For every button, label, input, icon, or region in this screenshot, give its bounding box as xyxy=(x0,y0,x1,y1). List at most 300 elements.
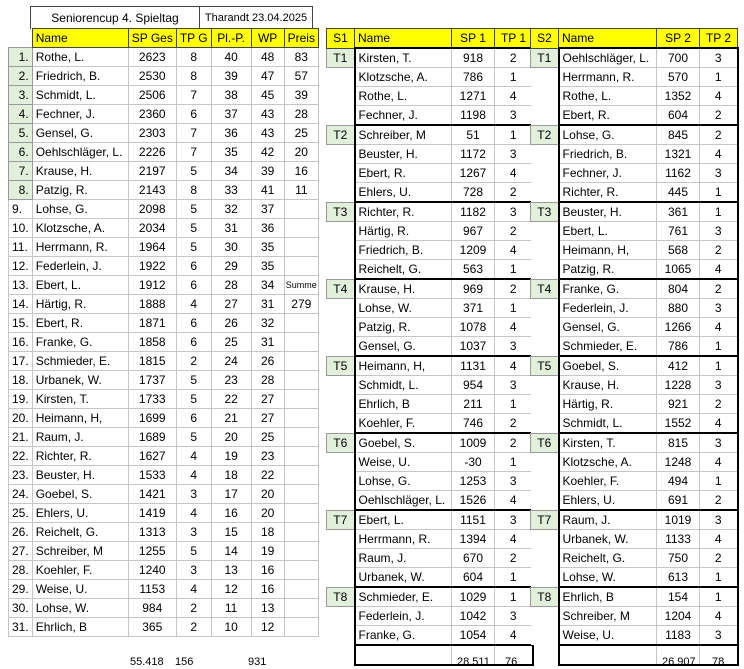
header-sp-ges: SP Ges xyxy=(128,29,176,48)
prize-cell xyxy=(284,390,318,409)
table-number-cell: T1 xyxy=(531,48,559,68)
name-cell: Kirsten, T. xyxy=(559,433,657,453)
table-number-cell xyxy=(531,87,559,106)
s2-row xyxy=(531,376,738,395)
tp-cell: 3 xyxy=(700,376,738,395)
tp-cell: 2 xyxy=(495,414,533,434)
tp-cell: 2 xyxy=(700,491,738,511)
sp-cell: 1871 xyxy=(128,314,176,333)
tp-cell: 1 xyxy=(495,395,533,414)
prize-cell: 39 xyxy=(284,86,318,105)
tp-cell: 2 xyxy=(176,618,211,637)
s2-row xyxy=(531,260,738,280)
table-number-cell xyxy=(327,414,355,434)
standings-row xyxy=(9,428,319,447)
table-number-cell: T3 xyxy=(531,202,559,222)
sp-cell: 1266 xyxy=(657,318,700,337)
sp-cell: 2623 xyxy=(128,48,176,67)
name-cell: Rothe, L. xyxy=(355,87,452,106)
standings-row xyxy=(9,409,319,428)
s2-row xyxy=(531,414,738,434)
sp-cell: 1198 xyxy=(452,106,495,126)
s2-row xyxy=(531,356,738,376)
table-number-cell xyxy=(531,106,559,126)
sp-cell: 2098 xyxy=(128,200,176,219)
sp-cell: 2360 xyxy=(128,105,176,124)
rank-cell: 27. xyxy=(9,542,33,561)
standings-row xyxy=(9,86,319,105)
prize-cell xyxy=(284,238,318,257)
rank-cell: 31. xyxy=(9,618,33,637)
sp-cell: 1526 xyxy=(452,491,495,511)
s1-row xyxy=(327,356,533,376)
name-cell: Franke, G. xyxy=(32,333,128,352)
name-cell: Oehlschläger, L. xyxy=(355,491,452,511)
tp-cell: 6 xyxy=(176,105,211,124)
name-cell: Friedrich, B. xyxy=(32,67,128,86)
s2-header-name: Name xyxy=(559,29,657,49)
tp-cell: 1 xyxy=(495,587,533,607)
sp-cell: 570 xyxy=(657,68,700,87)
wp-cell: 36 xyxy=(251,219,284,238)
sp-cell: 845 xyxy=(657,125,700,145)
s1-row xyxy=(327,299,533,318)
spacer-cell xyxy=(327,645,355,665)
tp-cell: 4 xyxy=(700,607,738,626)
standings-row xyxy=(9,314,319,333)
standings-row xyxy=(9,67,319,86)
tp-cell: 5 xyxy=(176,542,211,561)
prize-cell xyxy=(284,428,318,447)
tp-cell: 4 xyxy=(700,87,738,106)
tp-cell: 3 xyxy=(495,376,533,395)
tp-cell: 2 xyxy=(495,48,533,68)
table-number-cell xyxy=(327,376,355,395)
table-number-cell xyxy=(531,472,559,491)
wp-cell: 43 xyxy=(251,124,284,143)
pl-cell: 19 xyxy=(211,447,251,466)
table-number-cell xyxy=(531,395,559,414)
table-number-cell xyxy=(327,222,355,241)
prize-cell xyxy=(284,580,318,599)
table-number-cell: T7 xyxy=(531,510,559,530)
table-number-cell: T8 xyxy=(327,587,355,607)
wp-cell: 35 xyxy=(251,257,284,276)
wp-cell: 31 xyxy=(251,295,284,314)
name-cell: Heimann, H, xyxy=(355,356,452,376)
s1-row xyxy=(327,607,533,626)
table-number-cell xyxy=(327,241,355,260)
tp-cell: 3 xyxy=(700,299,738,318)
name-cell: Goebel, S. xyxy=(32,485,128,504)
header-preis: Preis xyxy=(284,29,318,48)
wp-cell: 27 xyxy=(251,409,284,428)
name-cell: Schmieder, E. xyxy=(355,587,452,607)
tp-cell: 2 xyxy=(176,352,211,371)
name-cell: Schreiber, M xyxy=(355,125,452,145)
table-number-cell xyxy=(327,68,355,87)
wp-cell: 20 xyxy=(251,504,284,523)
sp-cell: 1162 xyxy=(657,164,700,183)
pl-cell: 22 xyxy=(211,390,251,409)
tp-cell: 4 xyxy=(495,318,533,337)
sp-cell: 750 xyxy=(657,549,700,568)
s2-row xyxy=(531,145,738,164)
name-cell: Ehrlich, B xyxy=(559,587,657,607)
wp-cell: 16 xyxy=(251,561,284,580)
s2-row xyxy=(531,568,738,588)
s2-row xyxy=(531,626,738,646)
name-cell: Weise, U. xyxy=(559,626,657,646)
standings-row xyxy=(9,162,319,181)
rank-cell: 24. xyxy=(9,485,33,504)
table-number-cell xyxy=(327,530,355,549)
name-cell: Schmidt, L. xyxy=(32,86,128,105)
table-number-cell xyxy=(531,145,559,164)
sp-cell: 211 xyxy=(452,395,495,414)
sp-cell: 1240 xyxy=(128,561,176,580)
header-pl-p: Pl.-P. xyxy=(211,29,251,48)
tp-cell: 4 xyxy=(700,453,738,472)
tp-cell: 1 xyxy=(700,183,738,203)
tp-cell: 8 xyxy=(176,67,211,86)
prize-cell xyxy=(284,257,318,276)
pl-cell: 15 xyxy=(211,523,251,542)
rank-cell: 30. xyxy=(9,599,33,618)
name-cell: Lohse, G. xyxy=(559,125,657,145)
prize-cell xyxy=(284,542,318,561)
name-cell: Fechner, J. xyxy=(355,106,452,126)
sp-cell: 2226 xyxy=(128,143,176,162)
s2-row xyxy=(531,202,738,222)
name-cell: Ehlers, U. xyxy=(32,504,128,523)
standings-row xyxy=(9,580,319,599)
name-cell: Beuster, H. xyxy=(32,466,128,485)
pl-cell: 37 xyxy=(211,105,251,124)
tp-cell: 4 xyxy=(495,626,533,646)
sp-cell: 1421 xyxy=(128,485,176,504)
name-cell: Krause, H. xyxy=(32,162,128,181)
pl-cell: 30 xyxy=(211,238,251,257)
s2-row xyxy=(531,433,738,453)
tp-cell: 6 xyxy=(176,409,211,428)
sp-cell: 1153 xyxy=(128,580,176,599)
wp-cell: 12 xyxy=(251,618,284,637)
tp-cell: 1 xyxy=(700,337,738,357)
name-cell: Rothe, L. xyxy=(32,48,128,67)
wp-cell: 25 xyxy=(251,428,284,447)
s1-row xyxy=(327,202,533,222)
name-cell: Oehlschläger, L. xyxy=(32,143,128,162)
table-number-cell xyxy=(327,183,355,203)
tp-cell: 7 xyxy=(176,124,211,143)
name-cell: Gensel, G. xyxy=(559,318,657,337)
s1-header-sp: SP 1 xyxy=(452,29,495,49)
name-cell: Fechner, J. xyxy=(32,105,128,124)
s1-row xyxy=(327,510,533,530)
standings-header-row xyxy=(9,29,319,48)
table-number-cell xyxy=(531,453,559,472)
sp-cell: 786 xyxy=(657,337,700,357)
name-cell: Krause, H. xyxy=(559,376,657,395)
tp-cell: 1 xyxy=(700,356,738,376)
s1-row xyxy=(327,48,533,68)
table-number-cell: T4 xyxy=(531,279,559,299)
sp-cell: 967 xyxy=(452,222,495,241)
sp-cell: 1172 xyxy=(452,145,495,164)
table-number-cell xyxy=(531,376,559,395)
rank-cell: 5. xyxy=(9,124,33,143)
tp-cell: 4 xyxy=(700,145,738,164)
s1-row xyxy=(327,241,533,260)
s2-row xyxy=(531,48,738,68)
s2-header-row xyxy=(531,29,738,49)
name-cell: Lohse, W. xyxy=(32,599,128,618)
pl-cell: 38 xyxy=(211,86,251,105)
pl-cell: 16 xyxy=(211,504,251,523)
s1-row xyxy=(327,87,533,106)
s1-row xyxy=(327,376,533,395)
tp-cell: 4 xyxy=(495,356,533,376)
sp-cell: 918 xyxy=(452,48,495,68)
tp-cell: 3 xyxy=(495,106,533,126)
tp-cell: 7 xyxy=(176,143,211,162)
sp-cell: 1313 xyxy=(128,523,176,542)
table-number-cell: T4 xyxy=(327,279,355,299)
sp-cell: 969 xyxy=(452,279,495,299)
tp-cell: 7 xyxy=(176,86,211,105)
s1-row xyxy=(327,414,533,434)
s1-row xyxy=(327,549,533,568)
name-cell: Klotzsche, A. xyxy=(32,219,128,238)
rank-cell: 3. xyxy=(9,86,33,105)
header-wp: WP xyxy=(251,29,284,48)
header-tp-g: TP G xyxy=(176,29,211,48)
name-cell: Federlein, J. xyxy=(355,607,452,626)
wp-cell: 35 xyxy=(251,238,284,257)
wp-cell: 37 xyxy=(251,200,284,219)
name-cell: Richter, R. xyxy=(559,183,657,203)
table-number-cell xyxy=(327,491,355,511)
s2-row xyxy=(531,87,738,106)
table-number-cell xyxy=(327,299,355,318)
tp-cell: 3 xyxy=(176,561,211,580)
name-cell: Herrmann, R. xyxy=(559,68,657,87)
s1-header-name: Name xyxy=(355,29,452,49)
table-number-cell xyxy=(327,145,355,164)
tp-cell: 2 xyxy=(495,279,533,299)
s2-row xyxy=(531,68,738,87)
name-cell: Beuster, H. xyxy=(559,202,657,222)
name-cell: Weise, U. xyxy=(32,580,128,599)
prize-cell xyxy=(284,618,318,637)
s2-row xyxy=(531,125,738,145)
table-number-cell xyxy=(327,337,355,357)
name-cell: Koehler, F. xyxy=(32,561,128,580)
tp-cell: 2 xyxy=(700,279,738,299)
wp-cell: 42 xyxy=(251,143,284,162)
table-number-cell xyxy=(327,626,355,646)
table-number-cell xyxy=(531,222,559,241)
name-cell: Schmidt, L. xyxy=(559,414,657,434)
sp-cell: 880 xyxy=(657,299,700,318)
pl-cell: 27 xyxy=(211,295,251,314)
tp-cell: 2 xyxy=(495,222,533,241)
tp-cell: 3 xyxy=(176,485,211,504)
summe-label: Summe xyxy=(284,276,318,295)
sheet-title: Seniorencup 4. Spieltag xyxy=(30,6,200,29)
sp-cell: 154 xyxy=(657,587,700,607)
prize-cell: 83 xyxy=(284,48,318,67)
name-cell: Koehler, F. xyxy=(355,414,452,434)
s2-header-round: S2 xyxy=(531,29,559,49)
pl-cell: 21 xyxy=(211,409,251,428)
s2-row xyxy=(531,241,738,260)
sp-cell: 1065 xyxy=(657,260,700,280)
pl-cell: 14 xyxy=(211,542,251,561)
name-cell: Ehlers, U. xyxy=(355,183,452,203)
wp-cell: 34 xyxy=(251,276,284,295)
standings-row xyxy=(9,200,319,219)
spacer-cell xyxy=(355,645,452,665)
name-cell: Reichelt, G. xyxy=(32,523,128,542)
pl-cell: 25 xyxy=(211,333,251,352)
pl-cell: 12 xyxy=(211,580,251,599)
table-number-cell xyxy=(327,318,355,337)
name-cell: Urbanek, W. xyxy=(32,371,128,390)
standings-row xyxy=(9,219,319,238)
table-number-cell xyxy=(531,491,559,511)
wp-cell: 18 xyxy=(251,523,284,542)
prize-cell xyxy=(284,352,318,371)
s2-row xyxy=(531,530,738,549)
name-cell: Klotzsche, A. xyxy=(559,453,657,472)
pl-cell: 35 xyxy=(211,143,251,162)
s2-row xyxy=(531,164,738,183)
main-total-tp: 156 xyxy=(175,656,194,668)
prize-cell: 28 xyxy=(284,105,318,124)
s1-row xyxy=(327,472,533,491)
sp-cell: 1248 xyxy=(657,453,700,472)
sp-cell: 1078 xyxy=(452,318,495,337)
sp-cell: 2143 xyxy=(128,181,176,200)
wp-cell: 26 xyxy=(251,352,284,371)
s2-row xyxy=(531,318,738,337)
sp-cell: 568 xyxy=(657,241,700,260)
pl-cell: 34 xyxy=(211,162,251,181)
prize-cell: 25 xyxy=(284,124,318,143)
s1-total-tp: 76 xyxy=(505,656,518,668)
tp-cell: 1 xyxy=(495,453,533,472)
s1-row xyxy=(327,530,533,549)
s1-row xyxy=(327,626,533,646)
prize-cell xyxy=(284,409,318,428)
name-cell: Schreiber, M xyxy=(32,542,128,561)
round2-table xyxy=(530,28,739,666)
pl-cell: 23 xyxy=(211,371,251,390)
tp-cell: 2 xyxy=(700,125,738,145)
s2-end-row xyxy=(531,645,738,665)
tp-cell: 3 xyxy=(495,510,533,530)
s1-row xyxy=(327,395,533,414)
sp-cell: 604 xyxy=(452,568,495,588)
name-cell: Kirsten, T. xyxy=(355,48,452,68)
sp-cell: 1627 xyxy=(128,447,176,466)
standings-row xyxy=(9,295,319,314)
tp-cell: 1 xyxy=(495,68,533,87)
s1-end-row xyxy=(327,645,533,665)
table-number-cell xyxy=(531,530,559,549)
s1-row xyxy=(327,68,533,87)
tp-cell: 4 xyxy=(176,295,211,314)
pl-cell: 18 xyxy=(211,466,251,485)
tp-cell: 5 xyxy=(176,200,211,219)
s2-header-sp: SP 2 xyxy=(657,29,700,49)
standings-row xyxy=(9,143,319,162)
tp-cell: 5 xyxy=(176,219,211,238)
sp-cell: 1042 xyxy=(452,607,495,626)
wp-cell: 28 xyxy=(251,371,284,390)
standings-row xyxy=(9,466,319,485)
name-cell: Goebel, S. xyxy=(559,356,657,376)
sp-cell: 2303 xyxy=(128,124,176,143)
tp-cell: 4 xyxy=(495,530,533,549)
tp-cell: 1 xyxy=(700,568,738,588)
s1-row xyxy=(327,491,533,511)
tp-cell: 1 xyxy=(700,587,738,607)
tp-cell: 4 xyxy=(495,241,533,260)
name-cell: Urbanek, W. xyxy=(355,568,452,588)
name-cell: Goebel, S. xyxy=(355,433,452,453)
wp-cell: 47 xyxy=(251,67,284,86)
s2-row xyxy=(531,510,738,530)
prize-cell xyxy=(284,561,318,580)
sp-cell: 1037 xyxy=(452,337,495,357)
s2-header-tp: TP 2 xyxy=(700,29,738,49)
sp-cell: 2034 xyxy=(128,219,176,238)
standings-row xyxy=(9,48,319,67)
tp-cell: 2 xyxy=(495,183,533,203)
rank-cell: 4. xyxy=(9,105,33,124)
sp-cell: 1419 xyxy=(128,504,176,523)
tp-cell: 4 xyxy=(495,164,533,183)
standings-row xyxy=(9,257,319,276)
table-number-cell: T6 xyxy=(327,433,355,453)
rank-cell: 23. xyxy=(9,466,33,485)
sp-cell: 954 xyxy=(452,376,495,395)
name-cell: Lohse, G. xyxy=(355,472,452,491)
name-cell: Raum, J. xyxy=(32,428,128,447)
s1-total-sp: 28.511 xyxy=(457,656,490,668)
wp-cell: 23 xyxy=(251,447,284,466)
name-cell: Gensel, G. xyxy=(355,337,452,357)
table-number-cell xyxy=(531,260,559,280)
pl-cell: 26 xyxy=(211,314,251,333)
s1-row xyxy=(327,453,533,472)
rank-cell: 16. xyxy=(9,333,33,352)
pl-cell: 10 xyxy=(211,618,251,637)
sp-cell: 1321 xyxy=(657,145,700,164)
prize-cell xyxy=(284,314,318,333)
sp-cell: 1209 xyxy=(452,241,495,260)
pl-cell: 33 xyxy=(211,181,251,200)
table-number-cell xyxy=(327,453,355,472)
sp-cell: 445 xyxy=(657,183,700,203)
name-cell: Koehler, F. xyxy=(559,472,657,491)
sp-cell: 563 xyxy=(452,260,495,280)
s1-header-row xyxy=(327,29,533,49)
table-number-cell xyxy=(327,260,355,280)
